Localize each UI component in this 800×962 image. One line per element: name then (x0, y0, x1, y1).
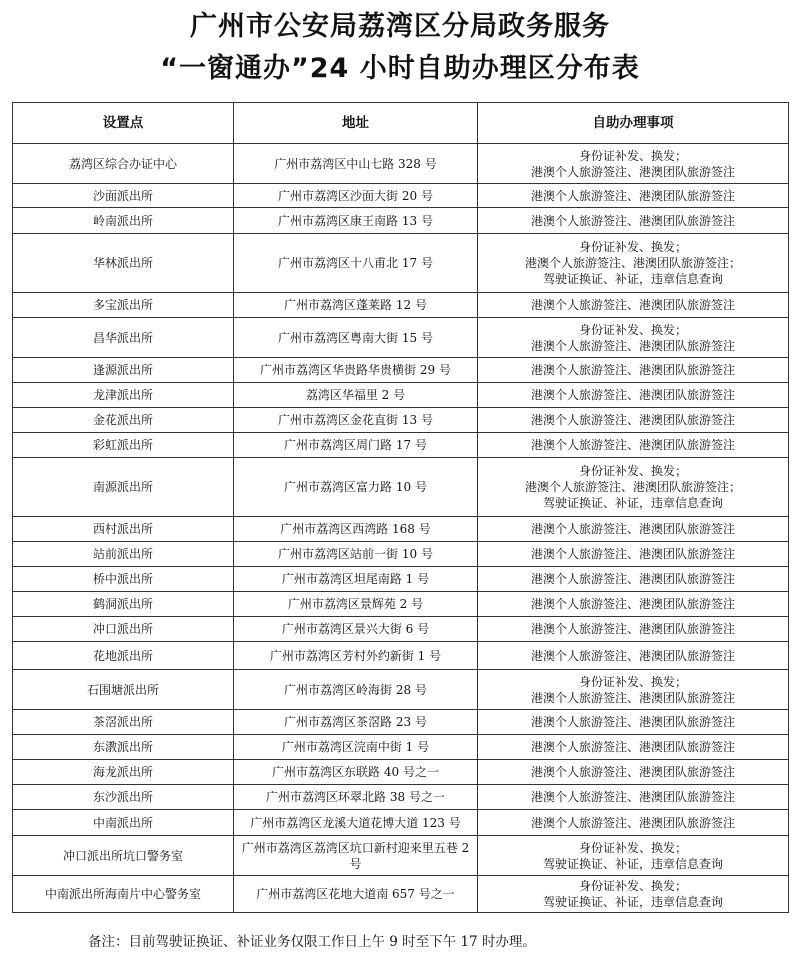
table-row (13, 642, 789, 670)
table-row (13, 810, 789, 836)
table-row (13, 735, 789, 760)
table-row (13, 234, 789, 293)
title-line-2: “一窗通办”24 小时自助办理区分布表 (160, 53, 640, 84)
table-row (13, 433, 789, 458)
cell-address: 广州市荔湾区芳村外约新街 1 号 (234, 642, 478, 670)
service-item: 港澳个人旅游签注、港澳团队旅游签注 (530, 790, 735, 804)
cell-site: 冲口派出所坑口警务室 (13, 836, 234, 876)
cell-items (478, 208, 789, 234)
service-item: 港澳个人旅游签注、港澳团队旅游签注 (530, 648, 735, 663)
service-item: 驾驶证换证、补证，违章信息查询 (542, 272, 723, 286)
service-item: 港澳个人旅游签注、港澳团队旅游签注 (530, 338, 735, 353)
cell-site: 昌华派出所 (13, 318, 234, 358)
cell-items (478, 293, 789, 318)
service-item: 驾驶证换证、补证，违章信息查询 (542, 856, 723, 871)
table-row (13, 592, 789, 617)
service-item: 港澳个人旅游签注、港澳团队旅游签注 (530, 597, 735, 611)
service-item: 港澳个人旅游签注、港澳团队旅游签注 (530, 188, 735, 203)
cell-site: 冲口派出所 (13, 617, 234, 642)
service-item: 港澳个人旅游签注、港澳团队旅游签注 (530, 547, 735, 561)
service-item: 港澳个人旅游签注、港澳团队旅游签注 (530, 765, 735, 779)
table-row (13, 785, 789, 810)
cell-items (478, 760, 789, 785)
service-item: 港澳个人旅游签注、港澳团队旅游签注 (530, 413, 735, 427)
cell-site: 中南派出所海南片中心警务室 (13, 876, 234, 913)
header-items: 自助办理事项 (478, 103, 789, 144)
footnote: 备注：目前驾驶证换证、补证业务仅限工作日上午 9 时至下午 17 时办理。 (88, 934, 536, 950)
cell-items (478, 642, 789, 670)
cell-items (478, 785, 789, 810)
table-row (13, 876, 789, 913)
cell-site: 海龙派出所 (13, 760, 234, 785)
cell-address: 广州市荔湾区花地大道南 657 号之一 (234, 876, 478, 913)
cell-items (478, 458, 789, 517)
cell-site: 鹤洞派出所 (13, 592, 234, 617)
table-row (13, 184, 789, 208)
cell-address: 广州市荔湾区西湾路 168 号 (234, 517, 478, 542)
cell-address: 广州市荔湾区站前一街 10 号 (234, 542, 478, 567)
cell-address: 广州市荔湾区粤南大街 15 号 (234, 318, 478, 358)
cell-site: 岭南派出所 (13, 208, 234, 234)
cell-items (478, 710, 789, 735)
service-item: 身份证补发、换发； (578, 322, 687, 337)
service-item: 港澳个人旅游签注、港澳团队旅游签注 (530, 622, 735, 636)
service-item: 港澳个人旅游签注、港澳团队旅游签注 (530, 690, 735, 705)
cell-site: 站前派出所 (13, 542, 234, 567)
cell-address: 广州市荔湾区蓬莱路 12 号 (234, 293, 478, 318)
cell-site: 龙津派出所 (13, 383, 234, 408)
table-row (13, 458, 789, 517)
table-row (13, 144, 789, 184)
cell-site: 沙面派出所 (13, 184, 234, 208)
cell-address: 广州市荔湾区十八甫北 17 号 (234, 234, 478, 293)
cell-items (478, 735, 789, 760)
cell-items (478, 318, 789, 358)
service-item: 身份证补发、换发； (578, 674, 687, 689)
cell-address: 广州市荔湾区富力路 10 号 (234, 458, 478, 517)
cell-address: 广州市荔湾区康王南路 13 号 (234, 208, 478, 234)
cell-site: 西村派出所 (13, 517, 234, 542)
table-row (13, 542, 789, 567)
cell-items (478, 592, 789, 617)
cell-items (478, 542, 789, 567)
cell-address: 广州市荔湾区坦尾南路 1 号 (234, 567, 478, 592)
cell-items (478, 144, 789, 184)
service-item: 港澳个人旅游签注、港澳团队旅游签注 (530, 715, 735, 729)
service-item: 身份证补发、换发； (578, 879, 687, 893)
table-row (13, 358, 789, 383)
cell-site: 荔湾区综合办证中心 (13, 144, 234, 184)
table-row (13, 293, 789, 318)
cell-address: 广州市荔湾区茶滘路 23 号 (234, 710, 478, 735)
cell-site: 彩虹派出所 (13, 433, 234, 458)
cell-items (478, 670, 789, 710)
cell-site: 南源派出所 (13, 458, 234, 517)
header-site: 设置点 (13, 103, 234, 144)
service-item: 港澳个人旅游签注、港澳团队旅游签注 (530, 438, 735, 452)
cell-address: 广州市荔湾区华贵路华贵横街 29 号 (234, 358, 478, 383)
cell-address: 广州市荔湾区中山七路 328 号 (234, 144, 478, 184)
service-item: 港澳个人旅游签注、港澳团队旅游签注； (524, 256, 741, 270)
cell-site: 中南派出所 (13, 810, 234, 836)
service-item: 驾驶证换证、补证，违章信息查询 (542, 496, 723, 510)
table-row (13, 383, 789, 408)
cell-address: 广州市荔湾区周门路 17 号 (234, 433, 478, 458)
cell-items (478, 408, 789, 433)
cell-address: 广州市荔湾区岭海街 28 号 (234, 670, 478, 710)
cell-address: 广州市荔湾区沙面大街 20 号 (234, 184, 478, 208)
cell-items (478, 184, 789, 208)
cell-address: 广州市荔湾区景辉苑 2 号 (234, 592, 478, 617)
cell-items (478, 433, 789, 458)
title-line-1: 广州市公安局荔湾区分局政务服务 (190, 11, 610, 42)
cell-address: 广州市荔湾区龙溪大道花博大道 123 号 (234, 810, 478, 836)
cell-items (478, 876, 789, 913)
table-row (13, 318, 789, 358)
cell-items (478, 383, 789, 408)
cell-address: 广州市荔湾区浣南中街 1 号 (234, 735, 478, 760)
cell-site: 华林派出所 (13, 234, 234, 293)
cell-items (478, 517, 789, 542)
header-address: 地址 (234, 103, 478, 144)
cell-address: 广州市荔湾区荔湾区坑口新村迎来里五巷 2 号 (234, 836, 478, 876)
cell-site: 茶滘派出所 (13, 710, 234, 735)
table-row (13, 670, 789, 710)
table-row (13, 710, 789, 735)
cell-address: 广州市荔湾区东联路 40 号之一 (234, 760, 478, 785)
cell-site: 桥中派出所 (13, 567, 234, 592)
service-item: 身份证补发、换发； (578, 240, 687, 254)
cell-address: 广州市荔湾区金花直街 13 号 (234, 408, 478, 433)
cell-address: 广州市荔湾区环翠北路 38 号之一 (234, 785, 478, 810)
cell-address: 广州市荔湾区景兴大街 6 号 (234, 617, 478, 642)
cell-items (478, 358, 789, 383)
service-item: 身份证补发、换发； (578, 464, 687, 478)
service-item: 港澳个人旅游签注、港澳团队旅游签注 (530, 388, 735, 402)
service-item: 港澳个人旅游签注、港澳团队旅游签注 (530, 572, 735, 586)
page-title (0, 6, 800, 90)
cell-items (478, 810, 789, 836)
service-item: 港澳个人旅游签注、港澳团队旅游签注 (530, 522, 735, 536)
table-row (13, 408, 789, 433)
service-item: 驾驶证换证、补证，违章信息查询 (542, 895, 723, 909)
service-item: 港澳个人旅游签注、港澳团队旅游签注 (530, 164, 735, 179)
cell-site: 石围塘派出所 (13, 670, 234, 710)
table-header-row (13, 103, 789, 144)
service-item: 港澳个人旅游签注、港澳团队旅游签注； (524, 480, 741, 494)
table-row (13, 517, 789, 542)
cell-site: 花地派出所 (13, 642, 234, 670)
service-item: 港澳个人旅游签注、港澳团队旅游签注 (530, 815, 735, 830)
service-item: 身份证补发、换发； (578, 840, 687, 855)
table-row (13, 208, 789, 234)
cell-site: 多宝派出所 (13, 293, 234, 318)
service-item: 港澳个人旅游签注、港澳团队旅游签注 (530, 213, 735, 228)
cell-items (478, 617, 789, 642)
table-row (13, 567, 789, 592)
cell-site: 东漖派出所 (13, 735, 234, 760)
distribution-table (12, 102, 789, 913)
cell-items (478, 234, 789, 293)
cell-site: 东沙派出所 (13, 785, 234, 810)
service-item: 身份证补发、换发； (578, 148, 687, 163)
cell-site: 逢源派出所 (13, 358, 234, 383)
service-item: 港澳个人旅游签注、港澳团队旅游签注 (530, 298, 735, 312)
table-row (13, 617, 789, 642)
table-row (13, 836, 789, 876)
cell-address: 荔湾区华福里 2 号 (234, 383, 478, 408)
cell-site: 金花派出所 (13, 408, 234, 433)
table-row (13, 760, 789, 785)
service-item: 港澳个人旅游签注、港澳团队旅游签注 (530, 363, 735, 377)
service-item: 港澳个人旅游签注、港澳团队旅游签注 (530, 740, 735, 754)
table-body (13, 144, 789, 913)
cell-items (478, 836, 789, 876)
cell-items (478, 567, 789, 592)
